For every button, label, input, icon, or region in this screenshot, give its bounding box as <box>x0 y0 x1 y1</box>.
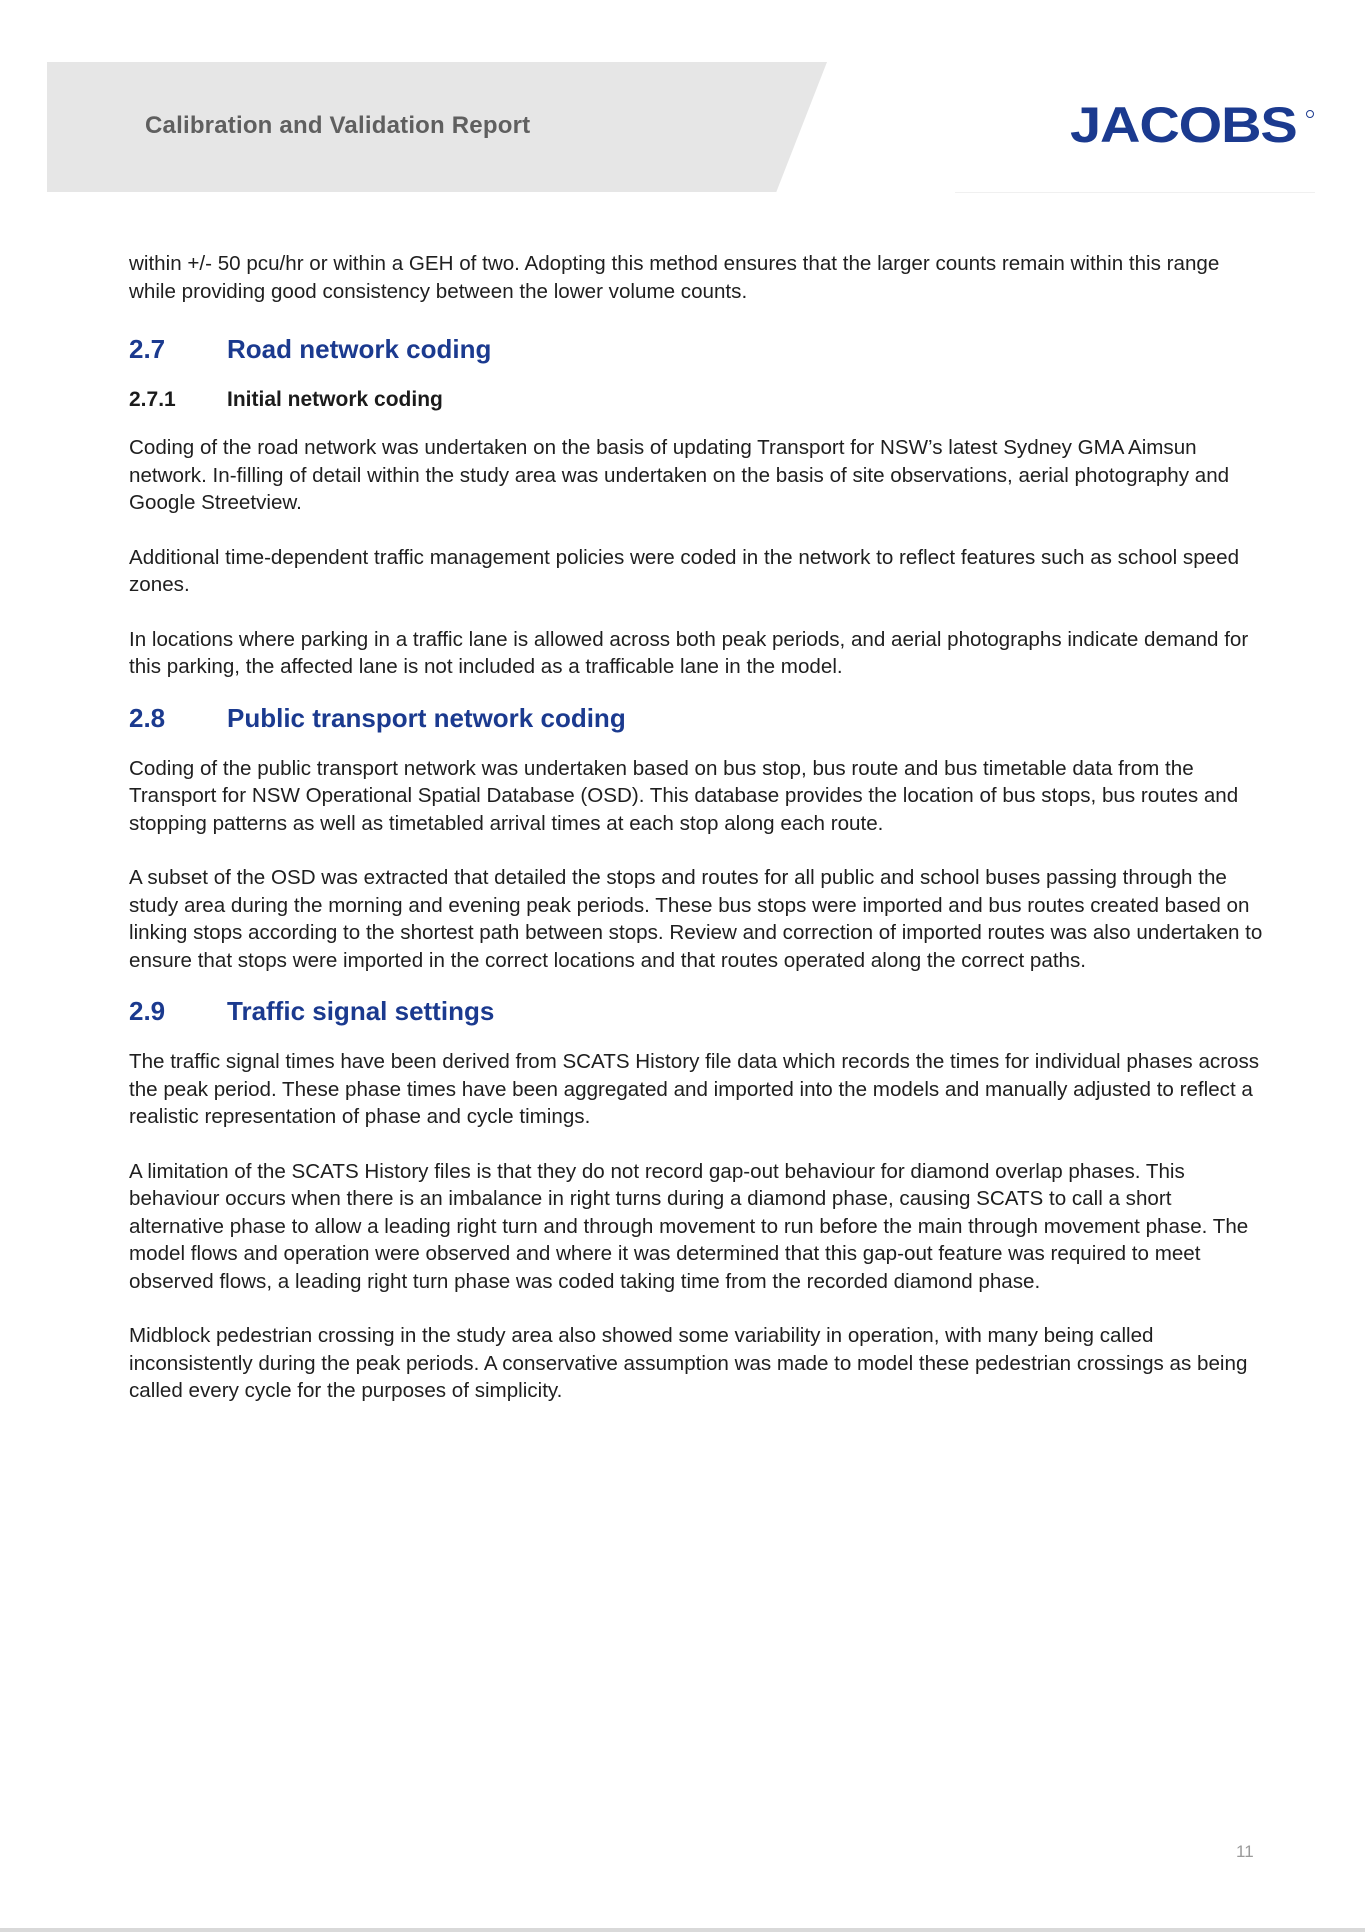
section-number: 2.8 <box>129 702 166 733</box>
paragraph: In locations where parking in a traffic lane is allowed across both peak periods, and aerial photographs indicate demand for this parking, the affected lane is not included as a trafficable lane in the model. <box>129 627 1249 678</box>
page-number: 11 <box>1236 1842 1254 1861</box>
paragraph: Additional time-dependent traffic management policies were coded in the network to reflect features such as school speed zones. <box>129 545 1240 596</box>
page-bottom-edge <box>0 1928 1365 1932</box>
section-number: 2.7 <box>129 334 166 364</box>
paragraph: Coding of the road network was undertaken on the basis of updating Transport for NSW’s latest Sydney GMA Aimsun network. In-filling of detail within the study area was undertaken on the basis of site observations, aerial photography and Google Streetview. <box>129 436 1230 514</box>
section-title: Road network coding <box>227 334 492 364</box>
paragraph: Midblock pedestrian crossing in the study area also showed some variability in operation, with many being called inconsistently during the peak periods. A conservative assumption was made to model these pedestrian crossings as being called every cycle for the purposes of simplicity. <box>129 1324 1248 1402</box>
jacobs-logo: JACOBS <box>1070 97 1297 153</box>
subsection-title: Initial network coding <box>227 388 443 411</box>
section-heading-2-8 <box>129 701 1269 735</box>
page-content <box>129 250 1269 1432</box>
section-title: Public transport network coding <box>227 702 626 733</box>
subsection-heading-2-7-1 <box>129 386 1269 414</box>
section-number: 2.9 <box>129 996 166 1026</box>
header-divider <box>955 192 1315 193</box>
paragraph: Coding of the public transport network was undertaken based on bus stop, bus route and bus timetable data from the Transport for NSW Operational Spatial Database (OSD). This database provides the location of bus stops, bus routes and stopping patterns as well as timetabled arrival times at each stop along each route. <box>129 756 1239 835</box>
paragraph: The traffic signal times have been derived from SCATS History file data which records the times for individual phases across the peak period. These phase times have been aggregated and imported into the models and manually adjusted to reflect a realistic representation of phase and cycle timings. <box>129 1050 1260 1128</box>
registered-mark-icon <box>1306 110 1314 118</box>
section-heading-2-7 <box>129 332 1269 366</box>
subsection-number: 2.7.1 <box>129 388 176 411</box>
report-title: Calibration and Validation Report <box>145 112 531 139</box>
paragraph: A subset of the OSD was extracted that detailed the stops and routes for all public and school buses passing through the study area during the morning and evening peak periods. These bus stops were imported and bus routes created based on linking stops according to the shortest path between stops. Review and correction of imported routes was also undertaken to ensure that stops were imported in the correct locations and that routes operated along the correct paths. <box>129 866 1263 972</box>
paragraph: A limitation of the SCATS History files is that they do not record gap-out behaviour for diamond overlap phases. This behaviour occurs when there is an imbalance in right turns during a diamond phase, causing SCATS to call a short alternative phase to allow a leading right turn and through movement to run before the main through movement phase. The model flows and operation were observed and where it was determined that this gap-out feature was required to meet observed flows, a leading right turn phase was coded taking time from the recorded diamond phase. <box>129 1159 1249 1293</box>
section-title: Traffic signal settings <box>227 996 495 1026</box>
intro-paragraph: within +/- 50 pcu/hr or within a GEH of two. Adopting this method ensures that the larger counts remain within this range while providing good consistency between the lower volume counts. <box>129 252 1220 303</box>
section-heading-2-9 <box>129 994 1269 1028</box>
